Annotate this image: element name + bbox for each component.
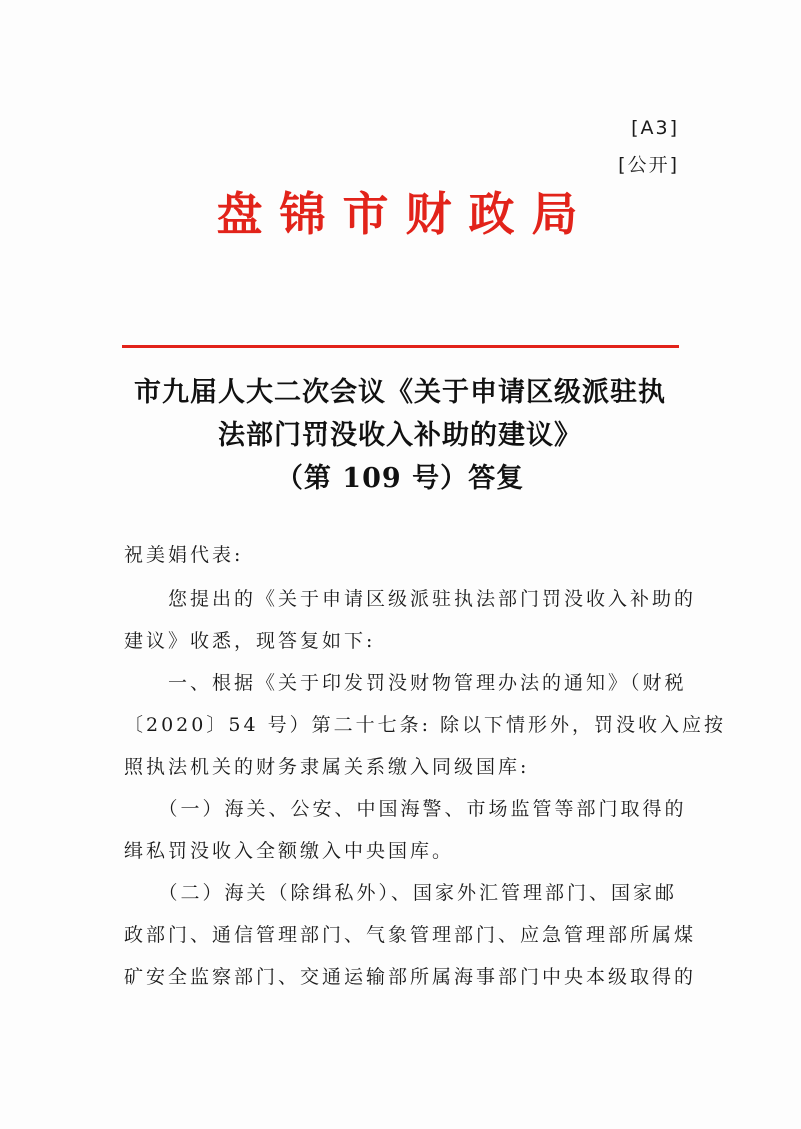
body-line: 一、根据《关于印发罚没财物管理办法的通知》（财税 xyxy=(124,672,687,694)
body-line: （一）海关、公安、中国海警、市场监管等部门取得的 xyxy=(124,798,687,820)
body-line: 建议》收悉，现答复如下: xyxy=(124,630,376,652)
body-line: 照执法机关的财务隶属关系缴入同级国库: xyxy=(124,756,530,778)
salutation: 祝美娟代表: xyxy=(124,544,244,566)
body-line: 〔2020〕54 号）第二十七条: 除以下情形外，罚没收入应按 xyxy=(124,714,727,736)
document-title-line-2: 法部门罚没收入补助的建议》 xyxy=(218,420,582,451)
document-title-line-1: 市九届人大二次会议《关于申请区级派驻执 xyxy=(134,377,666,408)
body-line: 缉私罚没收入全额缴入中央国库。 xyxy=(124,840,455,862)
document-title-line-3: （第 109 号）答复 xyxy=(275,463,525,494)
document-code-tag: [A3] xyxy=(631,117,679,139)
disclosure-tag: [公开] xyxy=(618,154,679,176)
letterhead-divider xyxy=(122,345,679,348)
body-line: 您提出的《关于申请区级派驻执法部门罚没收入补助的 xyxy=(124,588,697,610)
body-line: （二）海关（除缉私外）、国家外汇管理部门、国家邮 xyxy=(124,882,678,904)
agency-letterhead: 盘锦市财政局 xyxy=(216,187,595,241)
body-line: 矿安全监察部门、交通运输部所属海事部门中央本级取得的 xyxy=(124,966,697,988)
body-line: 政部门、通信管理部门、气象管理部门、应急管理部所属煤 xyxy=(124,924,697,946)
